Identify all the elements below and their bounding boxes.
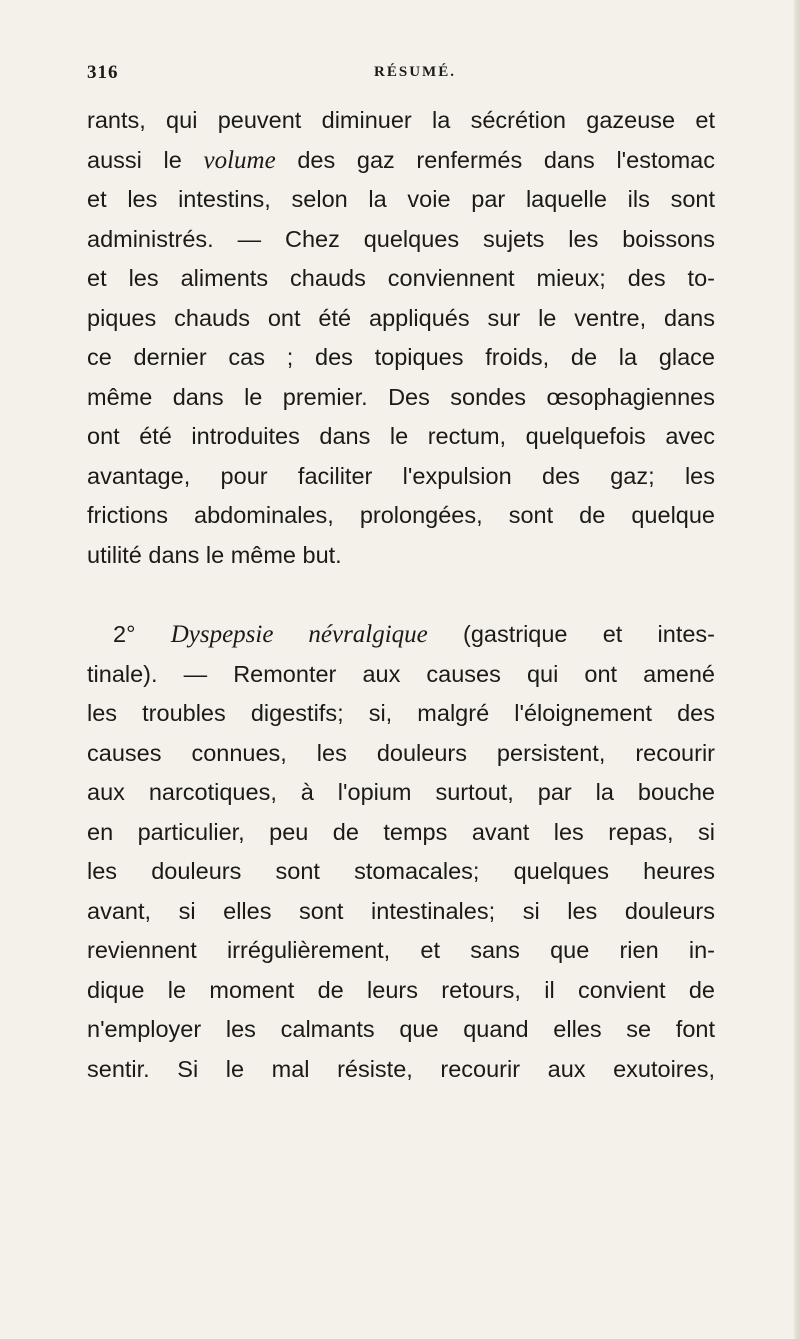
text-line: sentir. Si le mal résiste, recourir aux exutoires,: [87, 1055, 715, 1082]
text-line: les douleurs sont stomacales; quelques heures: [87, 858, 715, 884]
paragraph-gap: [87, 575, 715, 615]
text-line: et les intestins, selon la voie par laquelle ils sont: [87, 186, 715, 212]
text-run: aussi le: [87, 146, 204, 173]
text-line: reviennent irrégulièrement, et sans que rien in-: [87, 937, 715, 963]
text-line: piques chauds ont été appliqués sur le ventre, dans: [87, 304, 715, 331]
text-line: administrés. — Chez quelques sujets les boissons: [87, 225, 715, 252]
text-line: causes connues, les douleurs persistent, recourir: [87, 739, 715, 766]
page-edge: [794, 0, 800, 1339]
italic-term: Dyspepsie névralgique: [170, 621, 428, 648]
text-line: n'employer les calmants que quand elles se font: [87, 1016, 715, 1042]
italic-term: volume: [203, 146, 276, 174]
text-run: (gastrique et intes-: [427, 621, 715, 647]
text-line: rants, qui peuvent diminuer la sécrétion gazeuse et: [87, 107, 715, 133]
page-header: [87, 62, 715, 90]
page-number: 316: [87, 62, 119, 83]
text-line: utilité dans le même but.: [87, 541, 342, 568]
text-run: des gaz renfermés dans l'estomac: [275, 146, 715, 173]
body-text: [87, 101, 715, 1089]
text-line: les troubles digestifs; si, malgré l'éloignement des: [87, 700, 715, 726]
text-line: avantage, pour faciliter l'expulsion des gaz; les: [87, 462, 715, 489]
text-line: [87, 141, 715, 181]
text-line: avant, si elles sont intestinales; si les douleurs: [87, 897, 715, 924]
text-line: frictions abdominales, prolongées, sont de quelque: [87, 502, 715, 528]
running-head: RÉSUMÉ.: [374, 64, 456, 80]
text-line: en particulier, peu de temps avant les repas, si: [87, 818, 715, 845]
text-line: ont été introduites dans le rectum, quelquefois avec: [87, 423, 715, 449]
text-line: même dans le premier. Des sondes œsophagiennes: [87, 383, 715, 410]
text-line: ce dernier cas ; des topiques froids, de la glace: [87, 344, 715, 370]
text-line: dique le moment de leurs retours, il convient de: [87, 976, 715, 1003]
text-run: 2°: [113, 621, 171, 647]
paragraph: [87, 101, 715, 575]
paragraph: [87, 615, 715, 1089]
text-line: aux narcotiques, à l'opium surtout, par la bouche: [87, 779, 715, 805]
text-line: [87, 615, 715, 655]
text-line: et les aliments chauds conviennent mieux; des to-: [87, 265, 715, 291]
text-line: tinale). — Remonter aux causes qui ont amené: [87, 660, 715, 687]
